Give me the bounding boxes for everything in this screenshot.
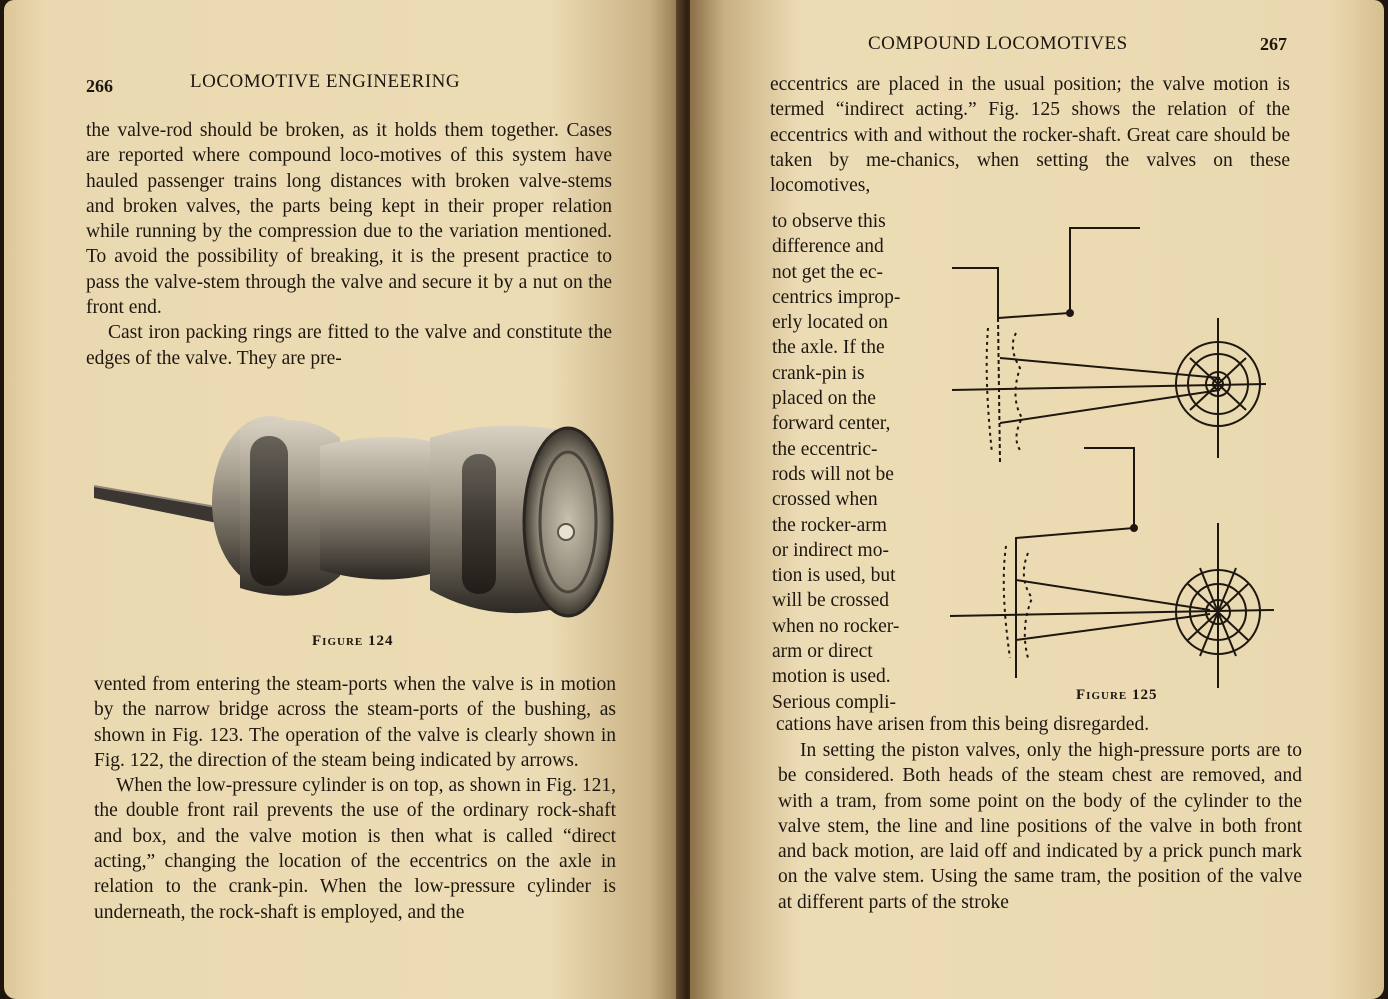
- wrap-line: not get the ec-: [772, 261, 883, 283]
- left-page-number: 266: [86, 76, 113, 96]
- wrap-line: forward center,: [772, 413, 891, 435]
- wrap-line: placed on the: [772, 388, 876, 410]
- right-page: [690, 0, 1384, 999]
- left-text-bottom: [94, 672, 616, 925]
- left-text-top: [86, 118, 612, 371]
- wrap-line: difference and: [772, 236, 884, 258]
- wrap-line: Serious compli-: [772, 691, 897, 713]
- wrap-line: will be crossed: [772, 590, 889, 612]
- wrap-line: the axle. If the: [772, 337, 885, 359]
- right-para-2: In setting the piston valves, only the high-pressure ports are to be considered. Both heads of the steam chest are removed, and with a tram, from some point on the body of the cylinder to the valve stem, the line and line positions of the valve in both front and back motion, are laid off and indicated by a prick punch mark on the valve stem. Using the same tram, the position of the valve at different parts of the stroke: [778, 740, 1302, 913]
- figure-124-caption: Figure 124: [312, 633, 394, 649]
- wrap-line: crank-pin is: [772, 362, 865, 384]
- wrap-line: to observe this: [772, 211, 886, 232]
- left-para-1: the valve-rod should be broken, as it holds them together. Cases are reported where compound loco-motives of this system have hauled passenger trains long distances with broken valve-stems and broken valves, the parts being kept in their proper relation while running by the compression due to the variation mentioned. To avoid the possibility of breaking, it is the present practice to pass the valve-stem through the valve and secure it by a nut on the front end.: [86, 120, 612, 319]
- right-para-1-end: cations have arisen from this being disregarded.: [776, 714, 1150, 735]
- left-para-2: Cast iron packing rings are fitted to the valve and constitute the edges of the valve. They are pre-: [86, 322, 612, 369]
- left-para-4: When the low-pressure cylinder is on top, as shown in Fig. 121, the double front rail prevents the use of the ordinary rock-shaft and box, and the valve motion is then what is called “direct acting,” changing the location of the eccentrics on the axle in relation to the crank-pin. When the low-pressure cylinder is underneath, the rock-shaft is employed, and the: [94, 775, 616, 923]
- right-text-bottom: [778, 738, 1302, 915]
- wrap-line: when no rocker-: [772, 615, 900, 637]
- wrap-line: tion is used, but: [772, 565, 896, 587]
- left-running-head: LOCOMOTIVE ENGINEERING: [190, 71, 461, 92]
- figure-125-eccentric-diagram: [948, 218, 1278, 688]
- wrap-line: arm or direct: [772, 641, 873, 663]
- left-para-3: vented from entering the steam-ports when the valve is in motion by the narrow bridge across the steam-ports of the bushing, as shown in Fig. 123. The operation of the valve is clearly shown in Fig. 122, the direction of the steam being indicated by arrows.: [94, 674, 616, 771]
- valve-end-face: [524, 428, 612, 616]
- wrap-line: motion is used.: [772, 666, 891, 688]
- figure-125-caption: Figure 125: [1076, 687, 1158, 703]
- wrap-line: or indirect mo-: [772, 539, 889, 561]
- figure-124-piston-valve: [90, 398, 620, 630]
- diagram-with-rocker-shaft: [952, 228, 1266, 463]
- diagram-without-rocker-shaft: [950, 448, 1274, 688]
- right-wrap-column: [772, 209, 928, 715]
- right-running-head: COMPOUND LOCOMOTIVES: [868, 33, 1128, 54]
- wrap-line: crossed when: [772, 489, 878, 511]
- wrap-line: rods will not be: [772, 463, 894, 485]
- wrap-line: the rocker-arm: [772, 514, 887, 536]
- wrap-line: centrics improp-: [772, 286, 901, 308]
- right-para-1: eccentrics are placed in the usual position; the valve motion is termed “indirect acting.” Fig. 125 shows the relation of the eccentrics with and without the rocker-shaft. Great care should be taken by me-chanics, when setting the valves on these locomotives,: [770, 74, 1290, 197]
- left-page: [4, 0, 684, 999]
- right-page-number: 267: [1260, 34, 1287, 54]
- wrap-line: the eccentric-: [772, 438, 878, 460]
- wrap-line: erly located on: [772, 312, 888, 334]
